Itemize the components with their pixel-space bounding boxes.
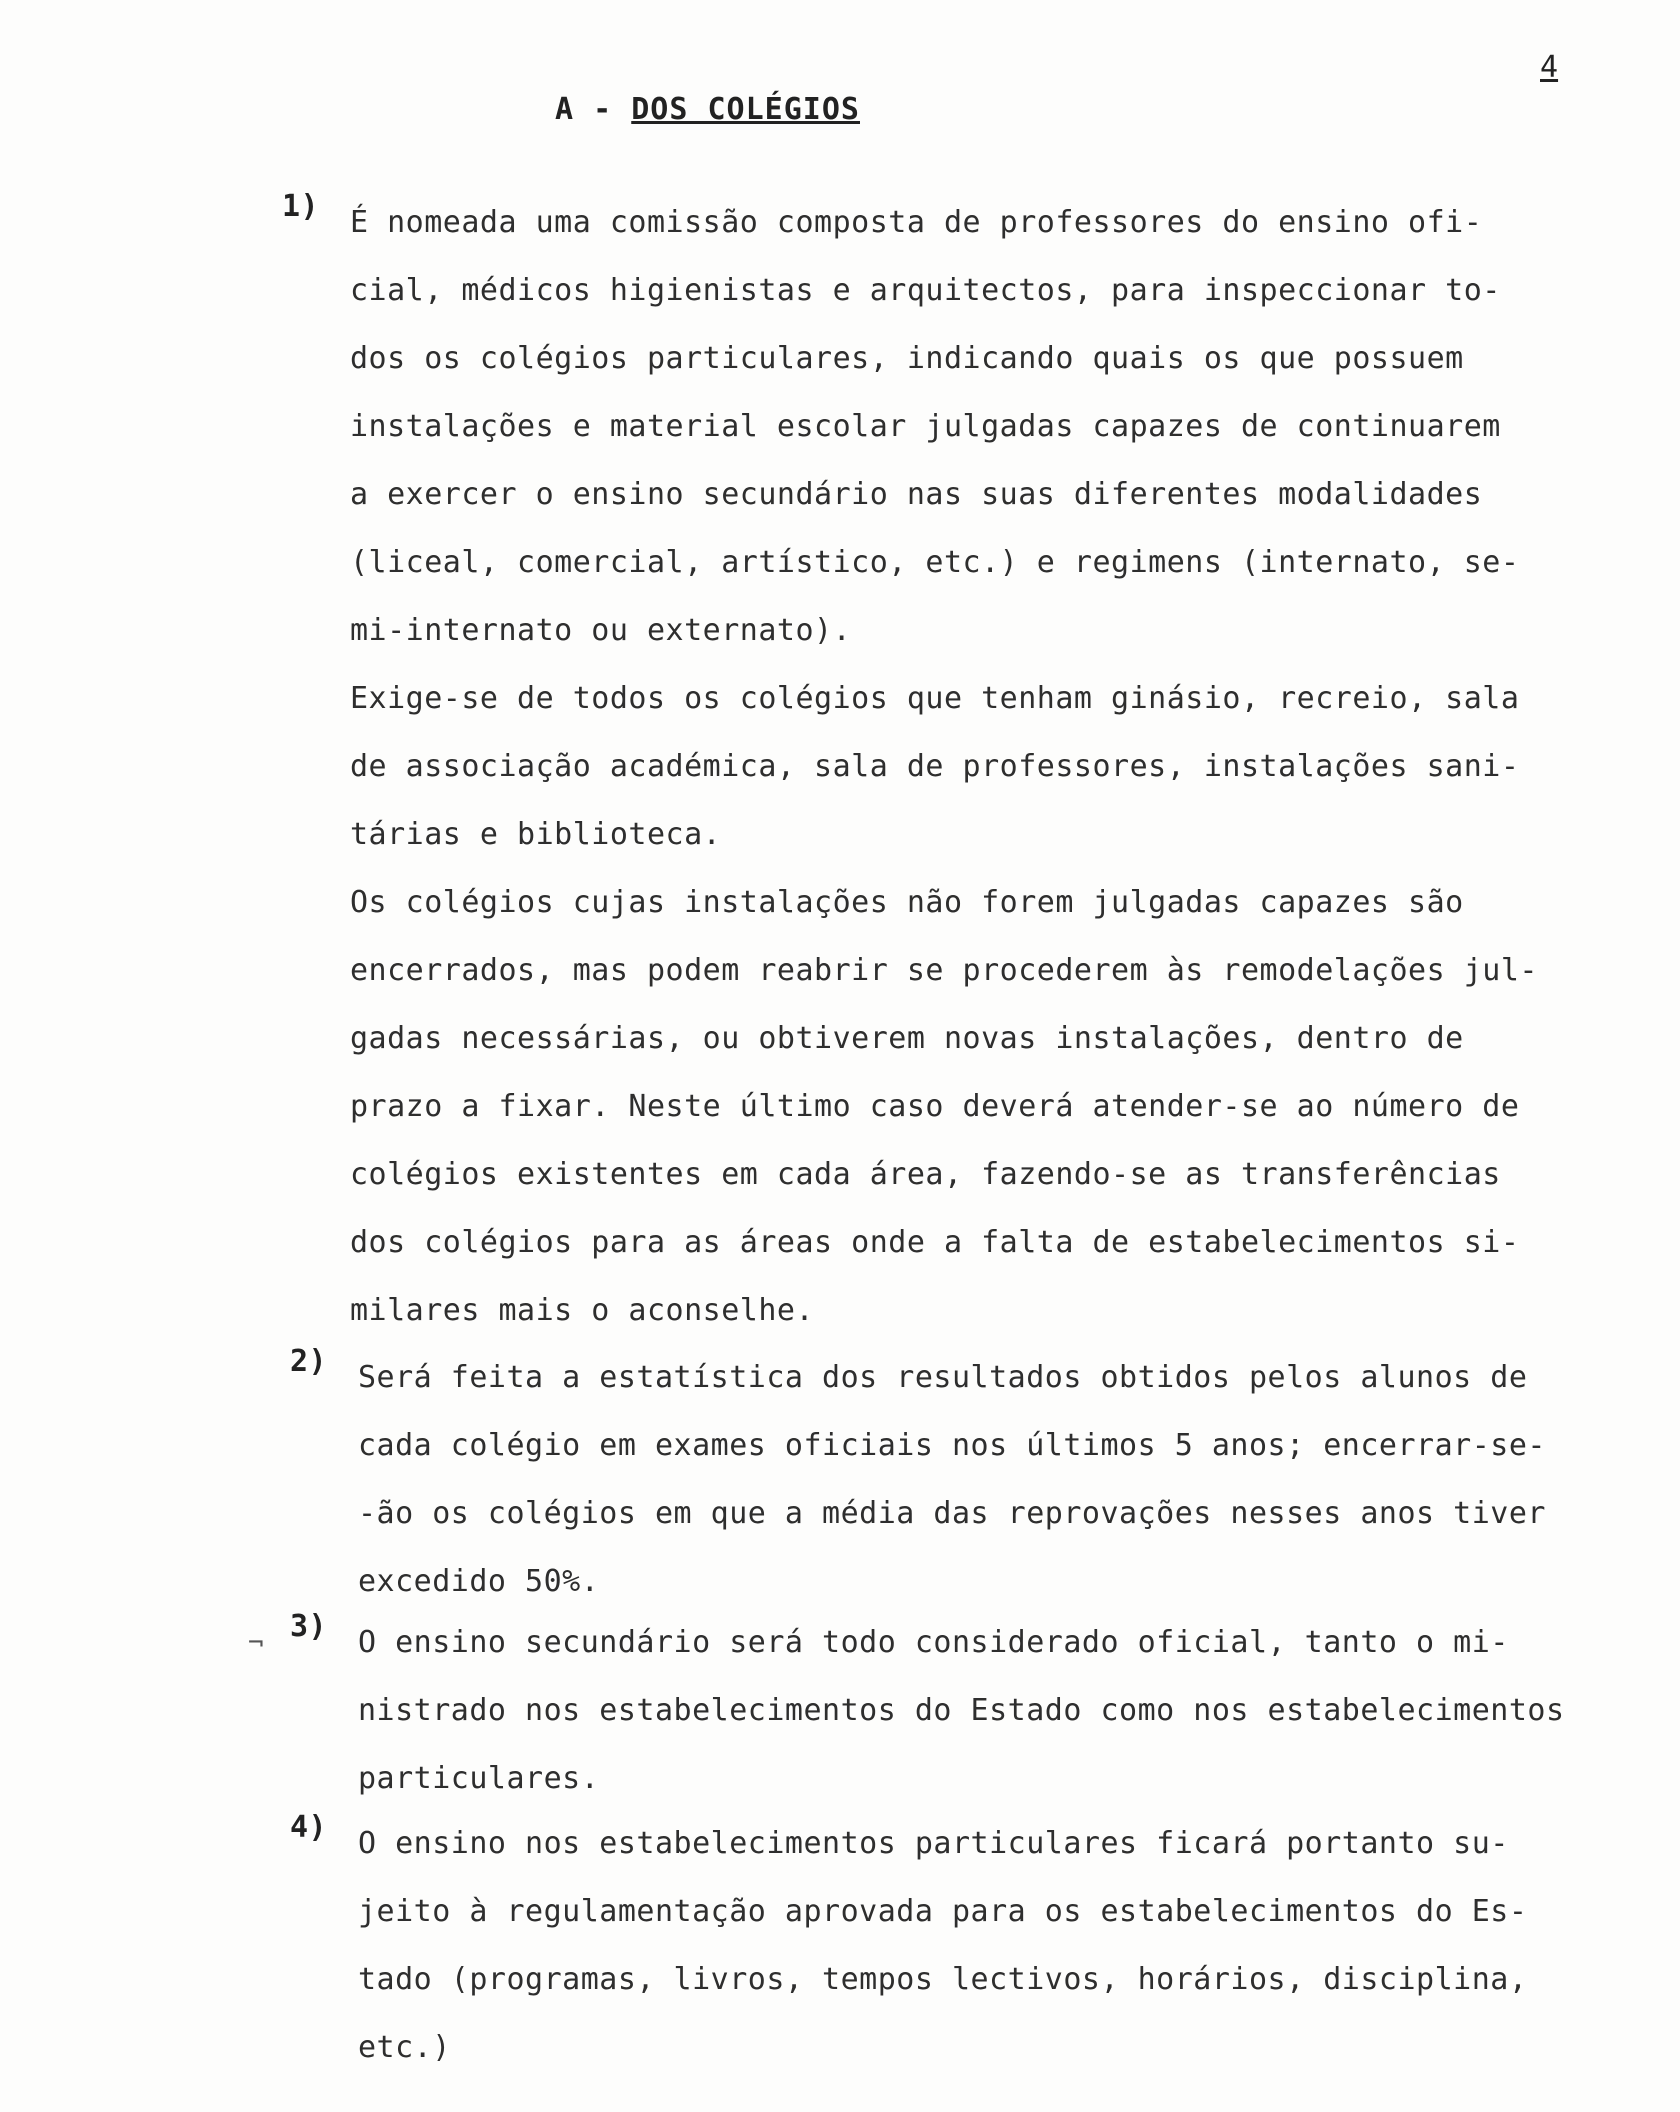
item-number: 3) bbox=[290, 1609, 328, 1644]
text-line: -ão os colégios em que a média das reprovações nesses anos tiver bbox=[358, 1496, 1546, 1531]
text-line: excedido 50%. bbox=[358, 1564, 600, 1599]
text-line: etc.) bbox=[358, 2030, 451, 2065]
text-line: a exercer o ensino secundário nas suas diferentes modalidades bbox=[350, 477, 1483, 512]
text-line: mi-internato ou externato). bbox=[350, 613, 852, 648]
section-heading-title: DOS COLÉGIOS bbox=[631, 92, 860, 127]
text-line: colégios existentes em cada área, fazendo-se as transferências bbox=[350, 1157, 1501, 1192]
section-heading-prefix: A - bbox=[555, 92, 632, 127]
section-heading bbox=[555, 92, 860, 127]
text-line: tado (programas, livros, tempos lectivos, horários, disciplina, bbox=[358, 1962, 1528, 1997]
text-line: cial, médicos higienistas e arquitectos, para inspeccionar to- bbox=[350, 273, 1501, 308]
text-line: particulares. bbox=[358, 1761, 600, 1796]
item-body bbox=[350, 189, 1650, 1345]
text-line: dos colégios para as áreas onde a falta de estabelecimentos si- bbox=[350, 1225, 1520, 1260]
text-line: Exige-se de todos os colégios que tenham ginásio, recreio, sala bbox=[350, 681, 1520, 716]
text-line: É nomeada uma comissão composta de professores do ensino ofi- bbox=[350, 205, 1483, 240]
text-line: instalações e material escolar julgadas capazes de continuarem bbox=[350, 409, 1501, 444]
text-line: nistrado nos estabelecimentos do Estado como nos estabelecimentos bbox=[358, 1693, 1565, 1728]
text-line: gadas necessárias, ou obtiverem novas instalações, dentro de bbox=[350, 1021, 1464, 1056]
text-line: O ensino nos estabelecimentos particulares ficará portanto su- bbox=[358, 1826, 1509, 1861]
text-line: Os colégios cujas instalações não forem julgadas capazes são bbox=[350, 885, 1464, 920]
item-body bbox=[358, 1810, 1658, 2082]
text-line: (liceal, comercial, artístico, etc.) e regimens (internato, se- bbox=[350, 545, 1520, 580]
text-line: cada colégio em exames oficiais nos últimos 5 anos; encerrar-se- bbox=[358, 1428, 1546, 1463]
item-body bbox=[358, 1344, 1658, 1616]
item-body bbox=[358, 1609, 1658, 1813]
text-line: tárias e biblioteca. bbox=[350, 817, 722, 852]
text-line: O ensino secundário será todo considerado oficial, tanto o mi- bbox=[358, 1625, 1509, 1660]
text-line: encerrados, mas podem reabrir se procederem às remodelações jul- bbox=[350, 953, 1538, 988]
text-line: de associação académica, sala de professores, instalações sani- bbox=[350, 749, 1520, 784]
text-line: Será feita a estatística dos resultados obtidos pelos alunos de bbox=[358, 1360, 1528, 1395]
text-line: milares mais o aconselhe. bbox=[350, 1293, 815, 1328]
text-line: jeito à regulamentação aprovada para os estabelecimentos do Es- bbox=[358, 1894, 1528, 1929]
margin-mark: ¬ bbox=[248, 1628, 264, 1658]
item-number: 4) bbox=[290, 1810, 328, 1845]
item-number: 1) bbox=[282, 189, 320, 224]
text-line: prazo a fixar. Neste último caso deverá atender-se ao número de bbox=[350, 1089, 1520, 1124]
page-number: 4 bbox=[1540, 50, 1559, 85]
item-number: 2) bbox=[290, 1344, 328, 1379]
text-line: dos os colégios particulares, indicando quais os que possuem bbox=[350, 341, 1464, 376]
